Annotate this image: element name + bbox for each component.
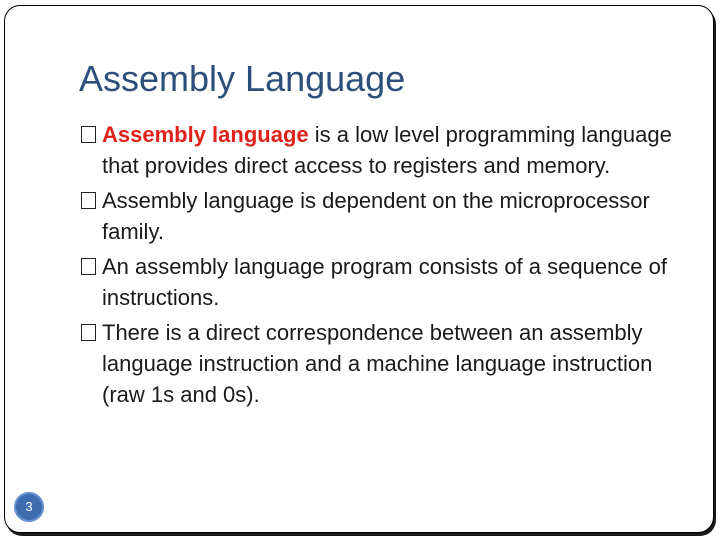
square-bullet-icon: [81, 258, 96, 275]
bullet-text: is a low level programming language that provides direct access to registers and memory.: [102, 122, 672, 178]
page-number-badge: 3: [14, 492, 44, 522]
bullet-list: [79, 119, 679, 414]
highlighted-term: Assembly language: [102, 122, 309, 147]
bullet-text: An assembly language program consists of a sequence of instructions.: [102, 254, 667, 310]
bullet-item: [79, 185, 679, 247]
bullet-item: [79, 251, 679, 313]
bullet-text: There is a direct correspondence between an assembly language instruction and a machine language instruction (raw 1s and 0s).: [102, 320, 653, 407]
square-bullet-icon: [81, 324, 96, 341]
square-bullet-icon: [81, 126, 96, 143]
square-bullet-icon: [81, 192, 96, 209]
bullet-item: [79, 317, 679, 410]
bullet-text: Assembly language is dependent on the microprocessor family.: [102, 188, 650, 244]
bullet-item: [79, 119, 679, 181]
slide-title: Assembly Language: [79, 58, 406, 99]
